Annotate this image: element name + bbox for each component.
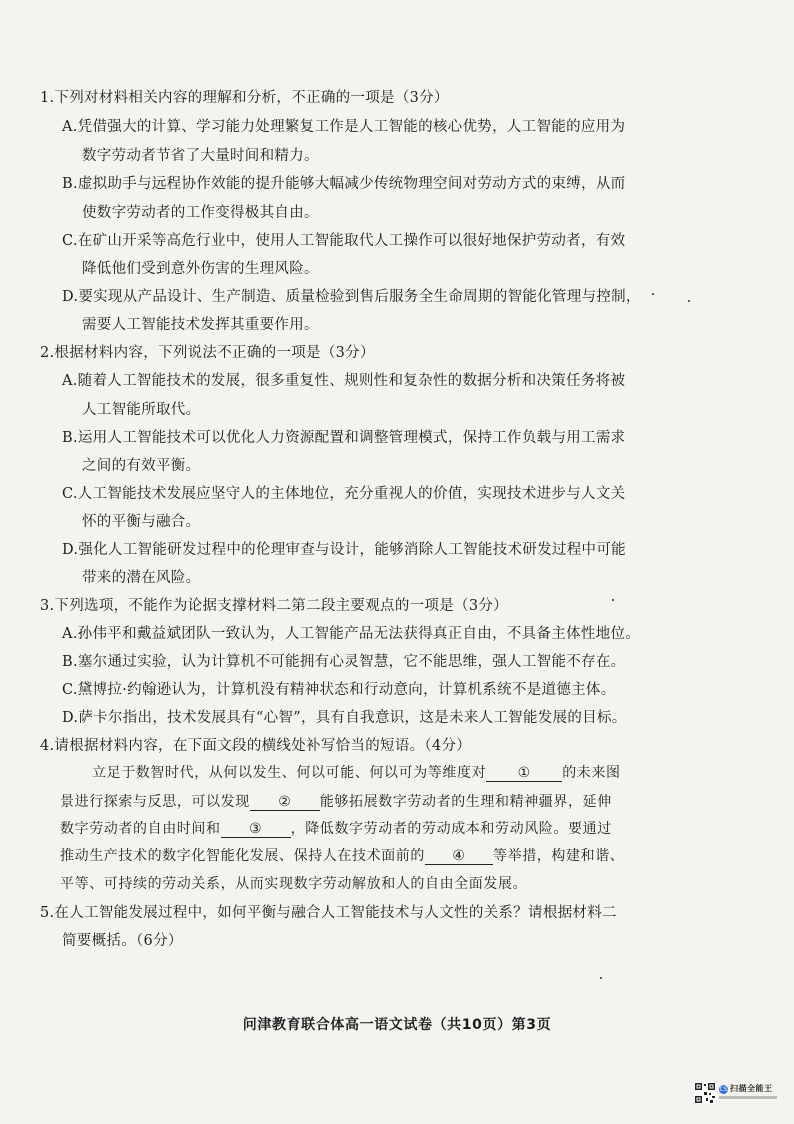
q2-option-a-line1: A.随着人工智能技术的发展，很多重复性、规则性和复杂性的数据分析和决策任务将被 bbox=[62, 373, 626, 389]
blank-3: ③ bbox=[221, 821, 291, 838]
q4-passage-line3 bbox=[60, 818, 612, 838]
question-5-stem-line2: 简要概括。（6分） bbox=[62, 933, 183, 949]
watermark-subtext-bar bbox=[719, 1096, 777, 1099]
q4-line4-text-b: 等举措，构建和谐、 bbox=[493, 848, 625, 864]
q3-option-a: A.孙伟平和戴益斌团队一致认为，人工智能产品无法获得真正自由，不具备主体性地位。 bbox=[62, 626, 641, 642]
q4-line2-text-b: 能够拓展数字劳动者的生理和精神疆界，延伸 bbox=[319, 794, 612, 810]
q4-line3-text-b: ，降低数字劳动者的劳动成本和劳动风险。要通过 bbox=[290, 821, 612, 837]
q2-option-c-line1: C.人工智能技术发展应坚守人的主体地位，充分重视人的价值，实现技术进步与人文关 bbox=[62, 486, 626, 502]
watermark-name: 扫描全能王 bbox=[730, 1084, 773, 1093]
blank-2: ② bbox=[250, 794, 320, 811]
question-1-stem: 1.下列对材料相关内容的理解和分析，不正确的一项是（3分） bbox=[40, 90, 449, 106]
qr-code-icon bbox=[694, 1082, 716, 1104]
page-footer: 问津教育联合体高一语文试卷（共10页）第3页 bbox=[242, 1017, 552, 1033]
q4-line3-text-a: 数字劳动者的自由时间和 bbox=[60, 821, 221, 837]
question-4-stem: 4.请根据材料内容，在下面文段的横线处补写恰当的短语。（4分） bbox=[40, 738, 472, 754]
question-3-stem: 3.下列选项，不能作为论据支撑材料二第二段主要观点的一项是（3分） bbox=[40, 598, 508, 614]
q3-option-c: C.黛博拉·约翰逊认为，计算机没有精神状态和行动意向，计算机系统不是道德主体。 bbox=[62, 682, 616, 698]
q3-option-b: B.塞尔通过实验，认为计算机不可能拥有心灵智慧，它不能思维，强人工智能不存在。 bbox=[62, 654, 626, 670]
q1-option-c-line2: 降低他们受到意外伤害的生理风险。 bbox=[82, 261, 319, 277]
q2-option-c-line2: 怀的平衡与融合。 bbox=[82, 514, 201, 530]
q4-line2-text-a: 景进行探索与反思，可以发现 bbox=[60, 794, 250, 810]
q2-option-a-line2: 人工智能所取代。 bbox=[82, 402, 201, 418]
q3-option-d: D.萨卡尔指出，技术发展具有“心智”，具有自我意识，这是未来人工智能发展的目标。 bbox=[62, 710, 627, 726]
q4-passage-line2 bbox=[60, 791, 612, 811]
blank-4: ④ bbox=[425, 848, 493, 865]
scan-speck bbox=[600, 977, 602, 979]
q1-option-c-line1: C.在矿山开采等高危行业中，使用人工智能取代人工操作可以很好地保护劳动者，有效 bbox=[62, 233, 626, 249]
q4-line1-text-b: 的未来图 bbox=[562, 765, 621, 781]
q4-passage-line5: 平等、可持续的劳动关系，从而实现数字劳动解放和人的自由全面发展。 bbox=[60, 876, 528, 892]
scanner-watermark bbox=[694, 1082, 784, 1108]
blank-1: ① bbox=[486, 765, 562, 782]
q1-option-b-line2: 使数字劳动者的工作变得极其自由。 bbox=[82, 205, 319, 221]
q2-option-b-line2: 之间的有效平衡。 bbox=[82, 458, 201, 474]
q4-line4-text-a: 推动生产技术的数字化智能化发展、保持人在技术面前的 bbox=[60, 848, 425, 864]
q2-option-d-line1: D.强化人工智能研发过程中的伦理审查与设计，能够消除人工智能技术研发过程中可能 bbox=[62, 542, 626, 558]
scan-speck bbox=[688, 300, 690, 302]
q4-passage-line1 bbox=[92, 762, 621, 782]
q2-option-d-line2: 带来的潜在风险。 bbox=[82, 570, 201, 586]
q1-option-b-line1: B.虚拟助手与远程协作效能的提升能够大幅减少传统物理空间对劳动方式的束缚，从而 bbox=[62, 176, 626, 192]
q4-passage-line4 bbox=[60, 845, 624, 865]
q1-option-d-line2: 需要人工智能技术发挥其重要作用。 bbox=[82, 317, 319, 333]
q1-option-d-line1: D.要实现从产品设计、生产制造、质量检验到售后服务全生命周期的智能化管理与控制， bbox=[62, 289, 641, 305]
question-5-stem-line1: 5.在人工智能发展过程中，如何平衡与融合人工智能技术与人文性的关系？请根据材料二 bbox=[40, 905, 617, 921]
q1-option-a-line2: 数字劳动者节省了大量时间和精力。 bbox=[82, 148, 319, 164]
scan-speck bbox=[652, 293, 654, 295]
q4-line1-text-a: 立足于数智时代，从何以发生、何以可能、何以可为等维度对 bbox=[92, 765, 487, 781]
question-2-stem: 2.根据材料内容，下列说法不正确的一项是（3分） bbox=[40, 345, 375, 361]
camscanner-logo-icon: CS bbox=[719, 1086, 728, 1093]
q2-option-b-line1: B.运用人工智能技术可以优化人力资源配置和调整管理模式，保持工作负载与用工需求 bbox=[62, 430, 626, 446]
q1-option-a-line1: A.凭借强大的计算、学习能力处理繁复工作是人工智能的核心优势，人工智能的应用为 bbox=[62, 119, 626, 135]
scan-speck bbox=[612, 599, 614, 601]
